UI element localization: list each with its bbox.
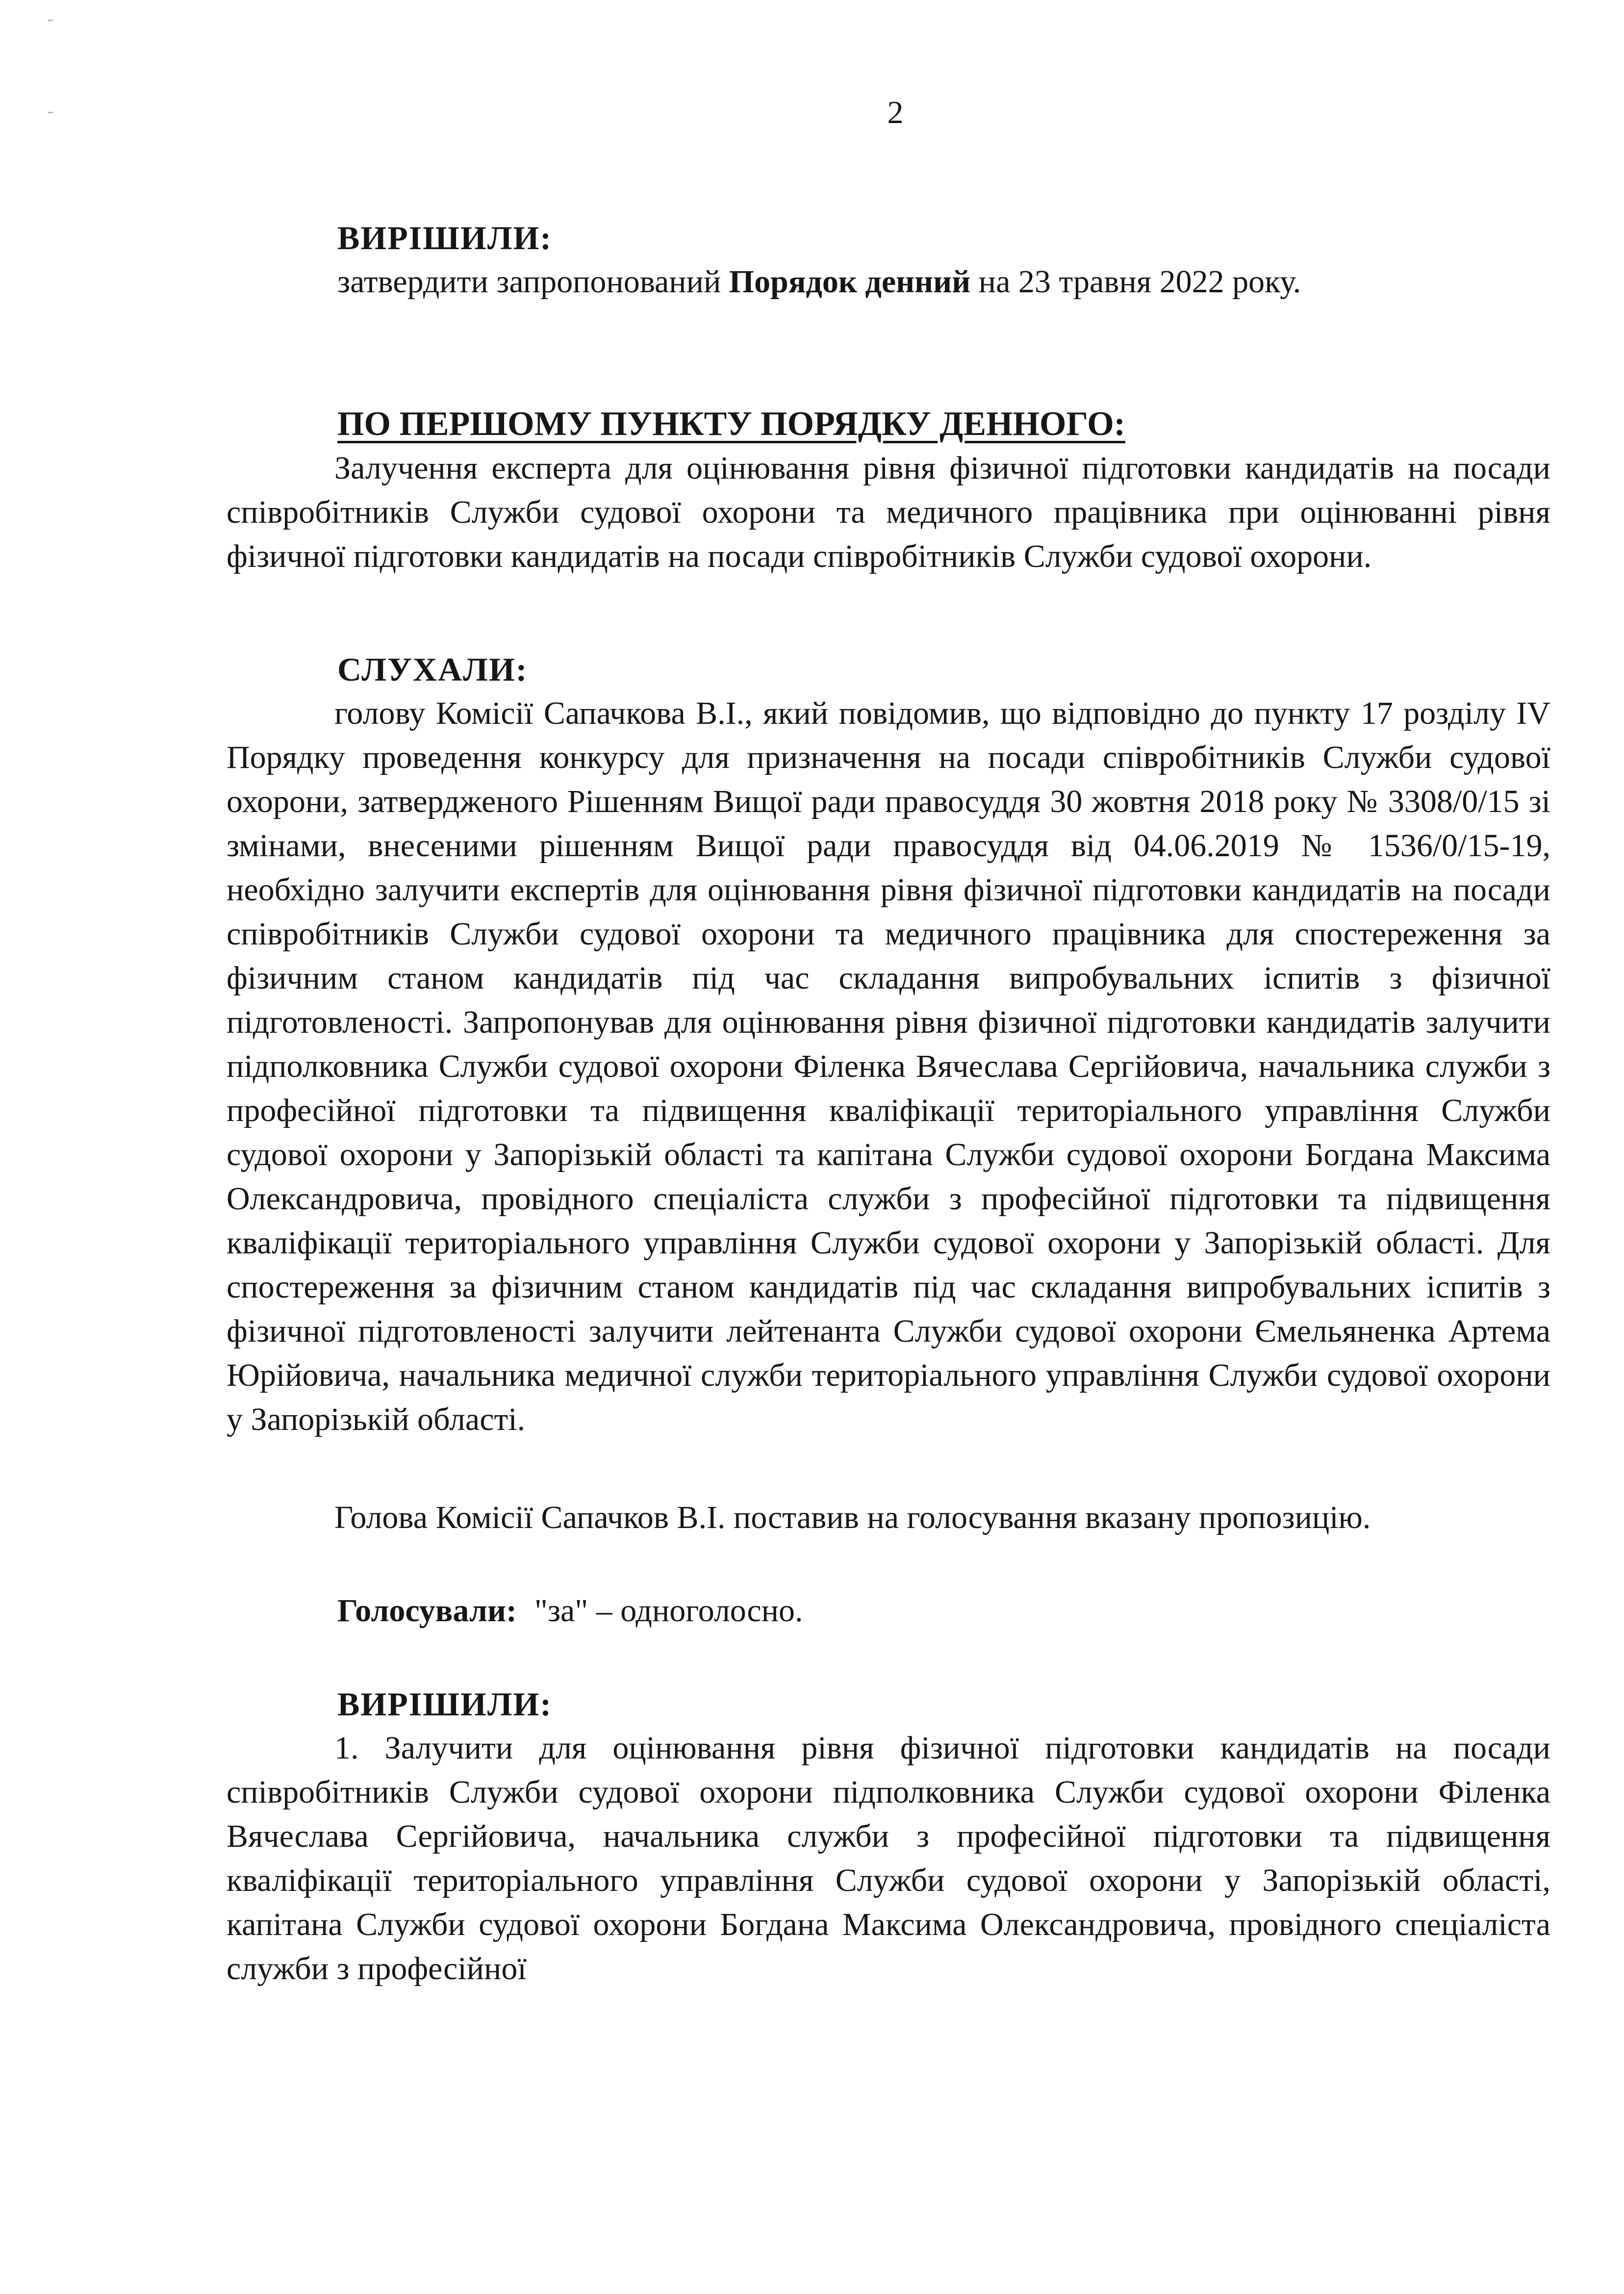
agenda-item-section [227,402,1550,579]
decision-text-2: 1. Залучити для оцінювання рівня фізичної підготовки кандидатів на посади співробітників Служби судової охорони підполковника Служби судової охорони Філенка Вячеслава Сергійовича, начальника служби з професійної підготовки та підвищення кваліфікації територіального управління Служби судової охорони у Запорізькій області, капітана Служби судової охорони Богдана Максима Олександровича, провідного спеціаліста служби з професійної [227,1730,1550,1987]
document-body [227,216,1550,1991]
decision-heading-2: ВИРІШИЛИ: [337,1685,553,1723]
voted-line [227,1589,1550,1633]
voted-section [227,1589,1550,1633]
heard-text: голову Комісії Сапачкова В.І., який повідомив, що відповідно до пункту 17 розділу IV Порядку проведення конкурсу для призначення на посади співробітників Служби судової охорони, затвердженого Рішенням Вищої ради правосуддя 30 жовтня 2018 року № 3308/0/15 зі змінами, внесеними рішенням Вищої ради правосуддя від 04.06.2019 № 1536/0/15-19, необхідно залучити експертів для оцінювання рівня фізичної підготовки кандидатів на посади співробітників Служби судової охорони та медичного працівника для спостереження за фізичним станом кандидатів під час складання випробувальних іспитів з фізичної підготовленості. Запропонував для оцінювання рівня фізичної підготовки кандидатів залучити підполковника Служби судової охорони Філенка Вячеслава Сергійовича, начальника служби з професійної підготовки та підвищення кваліфікації територіального управління Служби судової охорони у Запорізькій області та капітана Служби судової охорони Богдана Максима Олександровича, провідного спеціаліста служби з професійної підготовки та підвищення кваліфікації територіального управління Служби судової охорони у Запорізькій області. Для спостереження за фізичним станом кандидатів під час складання випробувальних іспитів з фізичної підготовленості залучити лейтенанта Служби судової охорони Ємельяненка Артема Юрійовича, начальника медичної служби територіального управління Служби судової охорони у Запорізькій області. [227,695,1550,1437]
decision-section-1 [227,216,1550,304]
decision-text-start: затвердити запропонований [337,264,729,300]
vote-call-text: Голова Комісії Сапачков В.І. поставив на голосування вказану пропозицію. [334,1500,1371,1535]
agenda-term: Порядок денний [729,264,971,300]
page-number: 2 [887,95,904,130]
voted-result: "за" – одноголосно. [534,1593,803,1629]
scan-artifact [48,20,53,21]
agenda-item-text: Залучення експерта для оцінювання рівня фізичної підготовки кандидатів на посади співробітників Служби судової охорони та медичного працівника при оцінюванні рівня фізичної підготовки кандидатів на посади співробітників Служби судової охорони. [227,450,1550,574]
agenda-item-title: ПО ПЕРШОМУ ПУНКТУ ПОРЯДКУ ДЕННОГО: [337,405,1125,443]
voted-label: Голосували: [337,1593,517,1629]
heard-heading: СЛУХАЛИ: [337,651,528,688]
decision-heading: ВИРІШИЛИ: [337,219,553,256]
decision-text [227,260,1550,304]
decision-section-2 [227,1682,1550,1991]
heard-section [227,647,1550,1442]
decision-text-end: на 23 травня 2022 року. [970,264,1301,300]
vote-call-section [227,1496,1550,1540]
scan-artifact [48,112,53,113]
